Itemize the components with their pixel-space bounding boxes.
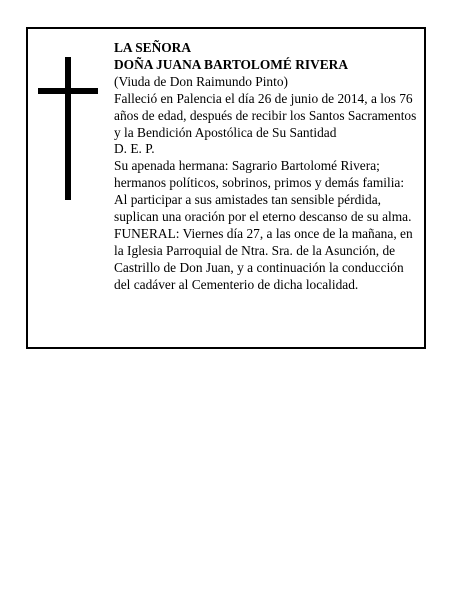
deceased-name: DOÑA JUANA BARTOLOMÉ RIVERA: [114, 56, 349, 72]
cross-icon: [38, 57, 98, 200]
cross-horizontal-bar: [38, 88, 98, 94]
cross-vertical-bar: [65, 57, 71, 200]
notice-title-line1: LA SEÑORA: [114, 40, 192, 55]
funeral-paragraph: FUNERAL: Viernes día 27, a las once de la mañana, en la Iglesia Parroquial de Ntra. Sra. de la Asunción, de Castrillo de Don Juan, y a continuación la conducción del cadáver al Cementerio de dicha localidad.: [114, 225, 413, 292]
widow-subtitle: (Viuda de Don Raimundo Pinto): [114, 73, 288, 89]
obituary-notice: [26, 27, 426, 349]
death-paragraph: Falleció en Palencia el día 26 de junio de 2014, a los 76 años de edad, después de recibir los Santos Sacramentos y la Bendición Apostólica de Su Santidad: [114, 90, 417, 140]
notice-body: [114, 40, 422, 294]
rip-line: D. E. P.: [114, 141, 155, 157]
family-paragraph: Su apenada hermana: Sagrario Bartolomé Rivera; hermanos políticos, sobrinos, primos y demás familia:: [114, 158, 405, 191]
request-paragraph: Al participar a sus amistades tan sensible pérdida, suplican una oración por el eterno descanso de su alma.: [114, 192, 412, 225]
